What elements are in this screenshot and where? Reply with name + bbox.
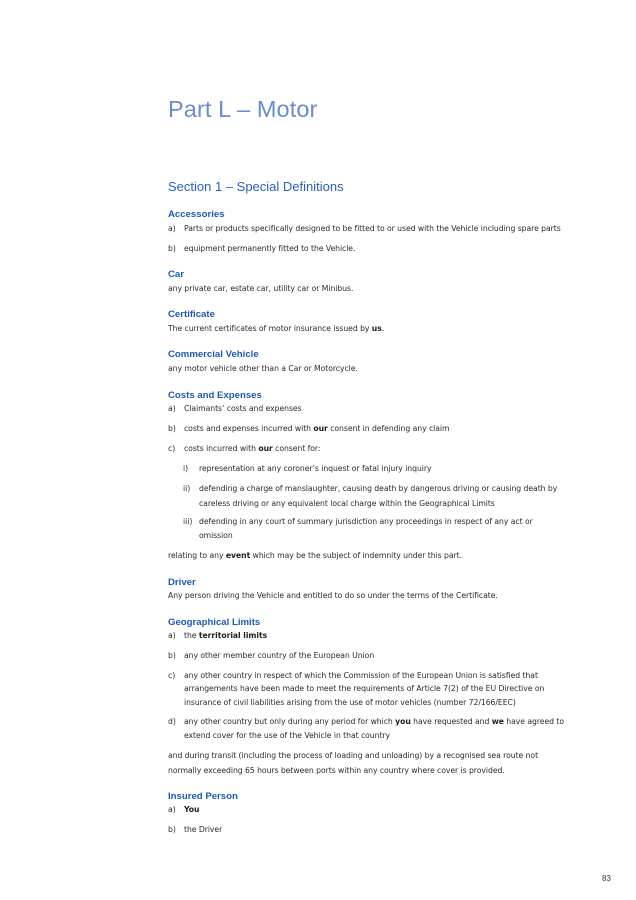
defined-term-our: our bbox=[313, 424, 328, 433]
defined-term-our: our bbox=[258, 444, 273, 453]
term-heading: Car bbox=[168, 269, 184, 280]
list-marker: b) bbox=[168, 651, 176, 660]
term-heading: Geographical Limits bbox=[168, 617, 261, 628]
term-heading: Accessories bbox=[168, 209, 225, 220]
definition-text: any motor vehicle other than a Car or Motorcycle. bbox=[168, 364, 358, 373]
list-item-text: arrangements have been made to meet the requirements of Article 7(2) of the EU Directive on bbox=[184, 684, 545, 693]
term-heading: Insured Person bbox=[168, 791, 238, 802]
sublist-marker: iii) bbox=[183, 517, 193, 526]
sublist-item-text: defending a charge of manslaughter, causing death by dangerous driving or causing death by bbox=[199, 484, 558, 493]
list-marker: a) bbox=[168, 631, 176, 640]
sublist-marker: ii) bbox=[183, 484, 191, 493]
defined-term-event: event bbox=[225, 551, 251, 560]
sublist-item-text: careless driving or any equivalent local charge within the Geographical Limits bbox=[199, 499, 495, 508]
defined-term-territorial-limits: territorial limits bbox=[198, 631, 268, 640]
list-marker: b) bbox=[168, 424, 176, 433]
term-heading: Certificate bbox=[168, 309, 215, 320]
text-segment: costs incurred with bbox=[184, 444, 259, 453]
list-item-text: extend cover for the use of the Vehicle in that country bbox=[184, 731, 391, 740]
list-item-text bbox=[184, 444, 320, 453]
section-title: Section 1 – Special Definitions bbox=[168, 179, 344, 194]
list-marker: c) bbox=[168, 444, 176, 453]
list-item-text: any other member country of the European Union bbox=[184, 651, 375, 660]
defined-term-us: us bbox=[371, 324, 382, 333]
definition-text bbox=[168, 324, 384, 333]
list-marker: c) bbox=[168, 671, 176, 680]
list-item-text bbox=[184, 424, 449, 433]
list-item-text: equipment permanently fitted to the Vehicle. bbox=[184, 244, 356, 253]
term-heading: Costs and Expenses bbox=[168, 390, 262, 401]
sublist-marker: i) bbox=[183, 464, 189, 473]
text-segment: consent for: bbox=[272, 444, 321, 453]
sublist-item-text: defending in any court of summary jurisdiction any proceedings in respect of any act or bbox=[199, 517, 533, 526]
text-segment: relating to any bbox=[168, 551, 226, 560]
closing-text: and during transit (including the process of loading and unloading) by a recognised sea route not bbox=[168, 751, 539, 760]
definition-text: any private car, estate car, utility car or Minibus. bbox=[168, 284, 354, 293]
list-marker: b) bbox=[168, 825, 176, 834]
list-marker: a) bbox=[168, 404, 176, 413]
list-marker: d) bbox=[168, 717, 176, 726]
list-marker: a) bbox=[168, 805, 176, 814]
list-item-text: the Driver bbox=[184, 825, 223, 834]
text-segment: any other country but only during any period for which bbox=[184, 717, 396, 726]
term-heading: Commercial Vehicle bbox=[168, 349, 259, 360]
sublist-item-text: omission bbox=[199, 531, 233, 540]
closing-text: normally exceeding 65 hours between ports within any country where cover is provided. bbox=[168, 766, 505, 775]
defined-term-you: you bbox=[395, 717, 411, 726]
list-item-text: any other country in respect of which the Commission of the European Union is satisfied that bbox=[184, 671, 538, 680]
list-marker: b) bbox=[168, 244, 176, 253]
text-segment: The current certificates of motor insurance issued by bbox=[168, 324, 372, 333]
list-item-text bbox=[184, 805, 199, 814]
text-segment: costs and expenses incurred with bbox=[184, 424, 314, 433]
list-marker: a) bbox=[168, 224, 176, 233]
list-item-text bbox=[184, 717, 564, 726]
definition-text: Any person driving the Vehicle and entitled to do so under the terms of the Certificate. bbox=[168, 591, 498, 600]
sublist-item-text: representation at any coroner’s inquest or fatal injury inquiry bbox=[199, 464, 432, 473]
list-item-text: Parts or products specifically designed to be fitted to or used with the Vehicle including spare parts bbox=[184, 224, 561, 233]
text-segment: the bbox=[184, 631, 199, 640]
list-item-text: insurance of civil liabilities arising from the use of motor vehicles (number 72/166/EEC) bbox=[184, 698, 516, 707]
text-segment: which may be the subject of indemnity under this part. bbox=[250, 551, 462, 560]
list-item-text: Claimants’ costs and expenses bbox=[184, 404, 302, 413]
term-heading: Driver bbox=[168, 577, 196, 588]
defined-term-we: we bbox=[491, 717, 504, 726]
text-segment: consent in defending any claim bbox=[327, 424, 450, 433]
page-title: Part L – Motor bbox=[168, 96, 318, 122]
defined-term-you: You bbox=[184, 805, 200, 814]
text-segment: have agreed to bbox=[503, 717, 564, 726]
text-segment: have requested and bbox=[410, 717, 492, 726]
closing-text bbox=[168, 551, 462, 560]
list-item-text bbox=[184, 631, 267, 640]
page-number: 83 bbox=[602, 874, 611, 883]
text-segment: . bbox=[381, 324, 385, 333]
